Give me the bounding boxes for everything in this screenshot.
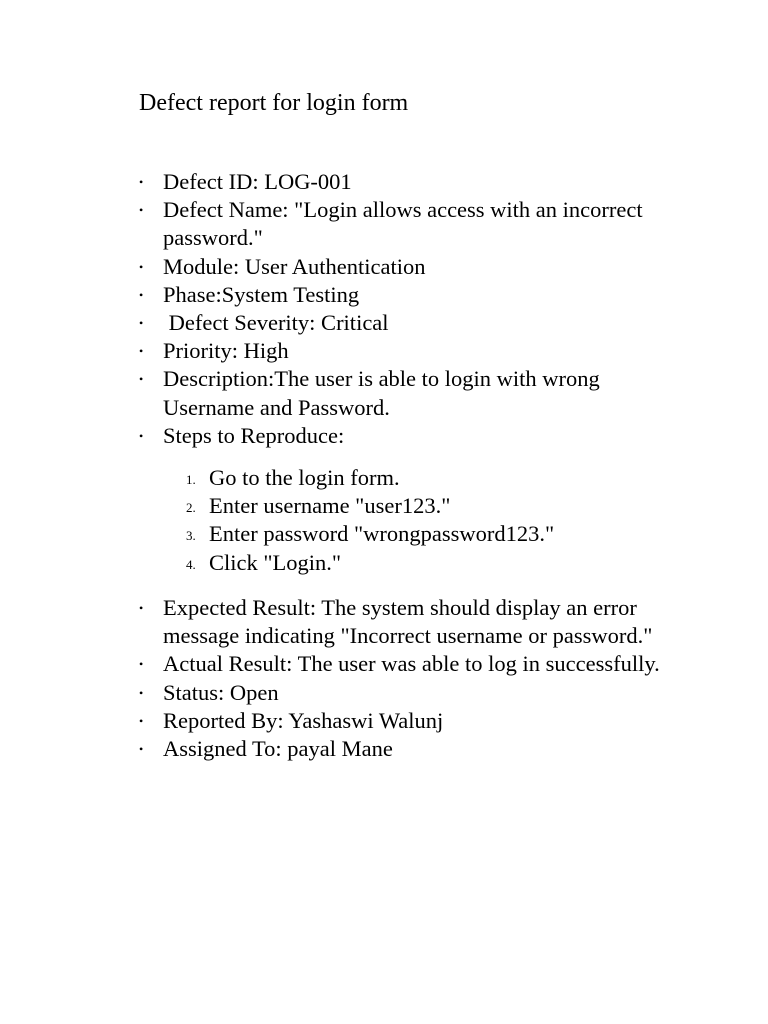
field-text: Description:The user is able to login with wrong Username and Password.	[163, 366, 600, 420]
step-item	[186, 549, 554, 577]
field-text: Assigned To: payal Mane	[163, 736, 393, 762]
bullet-icon: •	[139, 203, 144, 218]
field-assigned-to	[139, 735, 679, 763]
step-item	[186, 492, 554, 520]
field-actual-result	[139, 650, 679, 678]
step-text: Click "Login."	[209, 549, 342, 575]
field-text: Defect ID: LOG-001	[163, 169, 352, 194]
bullet-icon: •	[139, 175, 144, 189]
step-number: 1.	[186, 472, 196, 487]
field-module	[139, 253, 679, 281]
bullet-icon: •	[139, 372, 144, 387]
bullet-icon: •	[139, 713, 144, 728]
field-text: Defect Name: "Login allows access with an incorrect password."	[163, 197, 643, 251]
field-text: Module: User Authentication	[163, 253, 426, 279]
field-text: Phase:System Testing	[163, 281, 360, 307]
document-title: Defect report for login form	[139, 90, 409, 116]
defect-field-list	[139, 168, 679, 450]
field-defect-name	[139, 196, 679, 252]
field-text: Expected Result: The system should display an error message indicating "Incorrect username or password."	[163, 595, 653, 649]
field-reported-by	[139, 707, 679, 735]
field-text: Actual Result: The user was able to log in successfully.	[163, 651, 660, 677]
steps-list	[186, 464, 554, 577]
step-text: Go to the login form.	[209, 465, 400, 490]
bullet-icon: •	[139, 344, 144, 359]
step-item	[186, 520, 554, 548]
field-priority	[139, 337, 679, 365]
field-phase	[139, 281, 679, 309]
field-text: Reported By: Yashaswi Walunj	[163, 707, 444, 733]
field-text: Defect Severity: Critical	[163, 310, 389, 336]
field-expected-result	[139, 594, 679, 650]
field-defect-id	[139, 168, 679, 196]
field-severity	[139, 309, 679, 337]
step-text: Enter password "wrongpassword123."	[209, 521, 555, 547]
bullet-icon: •	[139, 287, 144, 302]
bullet-icon: •	[139, 685, 144, 700]
field-text: Steps to Reproduce:	[163, 422, 345, 448]
step-text: Enter username "user123."	[209, 493, 451, 519]
bullet-icon: •	[139, 742, 144, 757]
field-description	[139, 365, 679, 421]
step-number: 3.	[186, 528, 196, 544]
bullet-icon: •	[139, 657, 144, 672]
field-text: Priority: High	[163, 338, 289, 364]
bullet-icon: •	[139, 428, 144, 443]
result-field-list	[139, 594, 679, 763]
field-text: Status: Open	[163, 679, 279, 705]
step-number: 4.	[186, 556, 196, 572]
bullet-icon: •	[139, 601, 144, 615]
field-steps-heading	[139, 422, 679, 450]
step-number: 2.	[186, 500, 196, 516]
field-status	[139, 679, 679, 707]
bullet-icon: •	[139, 316, 144, 331]
bullet-icon: •	[139, 259, 144, 274]
step-item	[186, 464, 554, 492]
